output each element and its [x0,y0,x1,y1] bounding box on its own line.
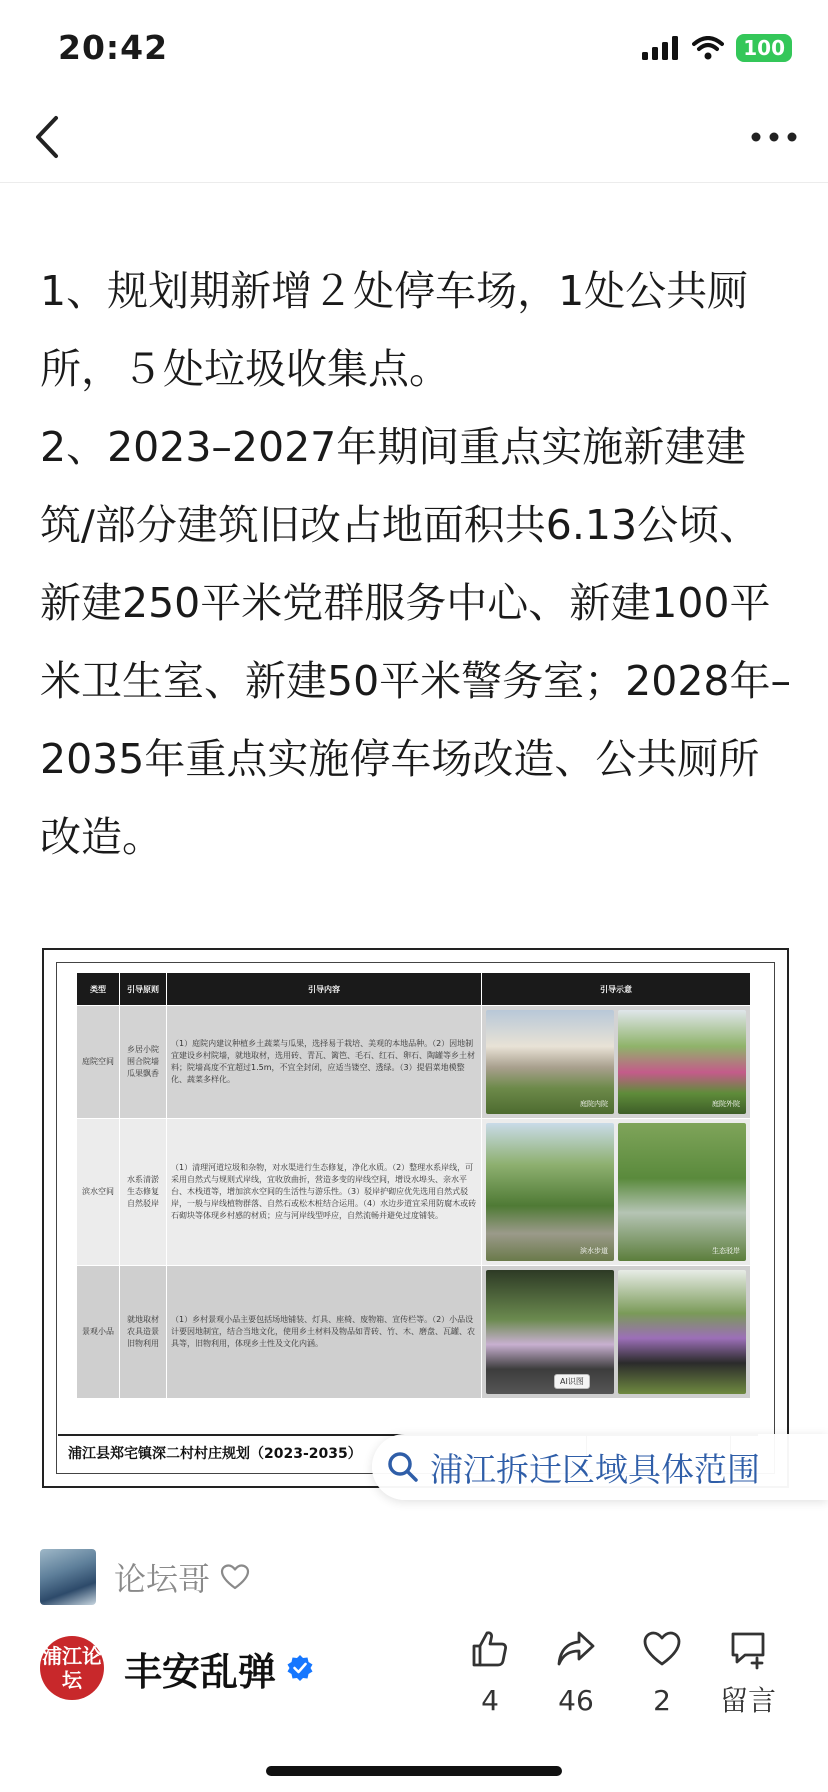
status-icons [642,34,792,62]
row-type: 滨水空间 [77,1119,120,1266]
reposter-row[interactable] [40,1548,250,1606]
table-header: 引导示意 [482,973,751,1006]
landscape-photo [618,1270,746,1394]
courtyard-photo [618,1010,746,1114]
share-icon [555,1628,597,1670]
comment-label: 留言 [719,1684,776,1717]
table-header: 引导内容 [167,973,482,1006]
row-illustration [482,1119,751,1266]
row-content: （1）乡村景观小品主要包括场地铺装、灯具、座椅、废物箱、宣传栏等。（2）小品设计要因地制宜，结合当地文化，使用乡土材料及物品如青砖、竹、木、磨盘、瓦罐、农具等，旧物利用，体现乡土性及文化内涵。 [167,1266,482,1399]
table-row [77,1006,751,1119]
thumbs-up-icon [469,1628,511,1670]
row-content: （1）清理河道垃圾和杂物，对水渠进行生态修复，净化水质。（2）整理水系岸线，可采用自然式与规则式岸线，宜收放曲折，营造多变的岸线空间，增设水埠头、亲水平台、木栈道等，增加滨水空间的生活性与游乐性。（3）驳岸护砌应优先选用自然式驳岸，一般与岸线植物群落、自然石或松木桩结合运用。（4）水边步道宜采用防腐木或砖石砌块等体现乡村感的材质；应与河岸线型呼应，自然流畅并避免过度铺装。 [167,1119,482,1266]
landscape-photo [486,1270,614,1394]
related-search-chip[interactable] [372,1434,828,1500]
author-name[interactable]: 丰安乱弹 [124,1649,277,1694]
wifi-icon [692,36,724,60]
heart-outline-icon[interactable] [220,1563,250,1591]
planning-figure-image[interactable] [42,948,789,1488]
photo-caption: 滨水步道 [580,1247,608,1255]
photo-caption: 庭院外院 [712,1100,740,1108]
avatar[interactable] [40,1549,96,1605]
search-icon [386,1450,420,1484]
favorite-count: 2 [653,1684,671,1717]
back-chevron-icon[interactable] [28,114,68,160]
table-row [77,1266,751,1399]
ai-image-recognition-chip[interactable]: AI识图 [554,1374,590,1389]
like-button[interactable] [450,1628,530,1718]
row-illustration [482,1266,751,1399]
waterfront-photo [618,1123,746,1261]
heart-icon [641,1628,683,1670]
share-button[interactable] [536,1628,616,1718]
nav-bar [0,92,828,183]
guidance-table [76,972,751,1399]
table-header: 引导原则 [120,973,167,1006]
article-paragraph: 2、2023–2027年期间重点实施新建建筑/部分建筑旧改占地面积共6.13公顷、新建250平米党群服务中心、新建100平米卫生室、新建50平米警务室；2028年–2035年重点实施停车场改造、公共厕所改造。 [40,423,792,861]
row-principle: 乡居小院围合院墙瓜果飘香 [120,1006,167,1119]
verified-badge-icon [286,1654,314,1682]
reposter-name[interactable]: 论坛哥 [114,1560,211,1598]
article-paragraph: 1、规划期新增２处停车场，1处公共厕所，５处垃圾收集点。 [40,267,749,393]
search-chip-text: 浦江拆迁区域具体范围 [430,1449,760,1489]
photo-caption: 生态驳岸 [712,1247,740,1255]
row-type: 庭院空间 [77,1006,120,1119]
row-illustration [482,1006,751,1119]
plan-title: 浦江县郑宅镇深二村村庄规划（2023-2035） [68,1446,362,1462]
like-count: 4 [481,1684,499,1717]
author-avatar[interactable]: 浦江论坛 [40,1636,104,1700]
table-header-row [77,973,751,1006]
battery-indicator: 100 [736,34,792,62]
row-type: 景观小品 [77,1266,120,1399]
courtyard-photo [486,1010,614,1114]
comment-add-icon [727,1628,769,1670]
author-row[interactable] [40,1636,314,1700]
article-body [40,252,792,876]
row-content: （1）庭院内建议种植乡土蔬菜与瓜果，选择易于栽培、美观的本地品种。（2）因地制宜建设乡村院墙，就地取材，选用砖、青瓦、篱笆、毛石、红石、卵石、陶罐等乡土材料；院墙高度不宜超过1.5m，不宜全封闭，应适当镂空、透绿。（3）提倡菜地模整化、蔬菜多样化。 [167,1006,482,1119]
row-principle: 水系清淤生态修复自然驳岸 [120,1119,167,1266]
share-count: 46 [558,1684,594,1717]
status-time: 20:42 [58,28,169,67]
table-row [77,1119,751,1266]
signal-icon [642,36,680,60]
home-indicator[interactable] [266,1766,562,1776]
comment-button[interactable] [708,1628,788,1718]
photo-caption: 庭院内院 [580,1100,608,1108]
status-bar [0,0,828,92]
row-principle: 就地取材农具造景旧物利用 [120,1266,167,1399]
table-header: 类型 [77,973,120,1006]
favorite-button[interactable] [622,1628,702,1718]
more-options-icon[interactable] [750,122,798,152]
waterfront-photo [486,1123,614,1261]
